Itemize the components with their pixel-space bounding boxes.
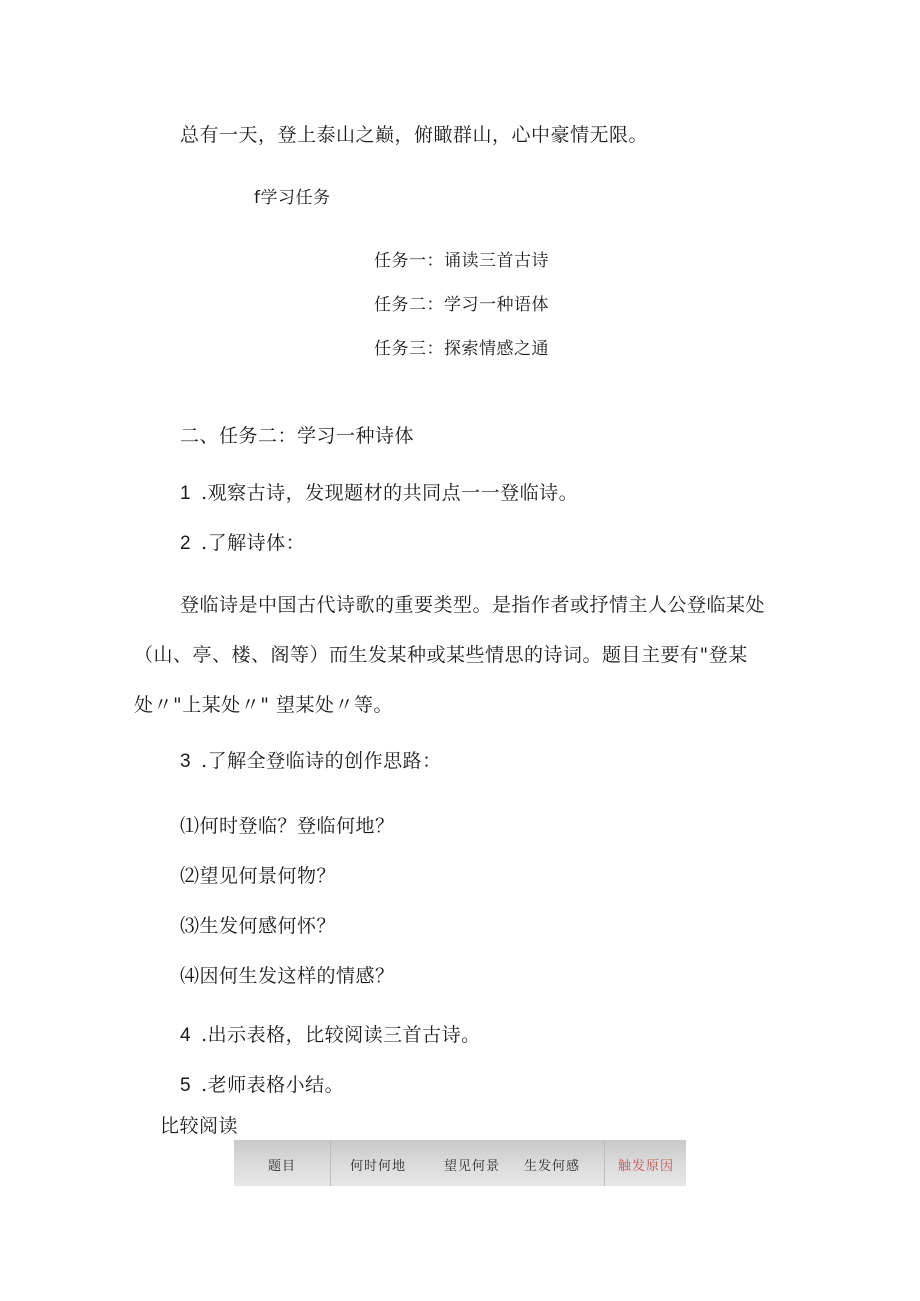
step-text: .了解诗体： [201, 532, 306, 554]
question-1: ⑴何时登临？登临何地？ [180, 815, 395, 837]
step-text: .老师表格小结。 [201, 1074, 345, 1096]
comparison-title: 比较阅读 [160, 1115, 239, 1137]
column-header-title: 题目 [268, 1159, 297, 1174]
task-item-1: 任务一：诵读三首古诗 [374, 251, 549, 271]
column-header-trigger: 触发原因 [618, 1159, 675, 1174]
intro-sentence: 总有一天，登上泰山之巅，俯瞰群山，心中豪情无限。 [180, 124, 649, 146]
step-number: 2 [180, 533, 192, 554]
column-header-feelings: 生发何感 [524, 1159, 581, 1174]
step-2 [180, 530, 305, 557]
step-1 [180, 480, 578, 507]
definition-line-1: 登临诗是中国古代诗歌的重要类型。是指作者或抒情主人公登临某处 [180, 594, 766, 616]
column-header-when-where: 何时何地 [350, 1159, 407, 1174]
step-number: 4 [180, 1025, 192, 1046]
question-2: ⑵望见何景何物？ [180, 865, 337, 887]
definition-line-2: （山、亭、楼、阁等）而生发某种或某些情思的诗词。题目主要有"登某 [134, 644, 748, 666]
question-3: ⑶生发何感何怀？ [180, 915, 337, 937]
step-text: .出示表格，比较阅读三首古诗。 [201, 1024, 481, 1046]
definition-line-3: 处〃"上某处〃" 望某处〃等。 [134, 694, 394, 716]
column-header-scenery: 望见何景 [444, 1159, 501, 1174]
comparison-table-header [234, 1140, 686, 1186]
step-number: 3 [180, 751, 192, 772]
column-divider [604, 1140, 605, 1186]
step-3 [180, 748, 442, 775]
step-number: 1 [180, 483, 192, 504]
learning-tasks-heading: f学习任务 [254, 188, 331, 208]
question-4: ⑷因何生发这样的情感？ [180, 965, 395, 987]
step-4 [180, 1022, 481, 1049]
section-two-heading: 二、任务二：学习一种诗体 [180, 425, 415, 447]
step-5 [180, 1072, 344, 1099]
step-text: .观察古诗，发现题材的共同点一一登临诗。 [201, 482, 579, 504]
column-divider [330, 1140, 331, 1186]
task-item-3: 任务三：探索情感之通 [374, 339, 549, 359]
step-number: 5 [180, 1075, 192, 1096]
step-text: .了解全登临诗的创作思路： [201, 750, 442, 772]
task-item-2: 任务二：学习一种语体 [374, 295, 549, 315]
